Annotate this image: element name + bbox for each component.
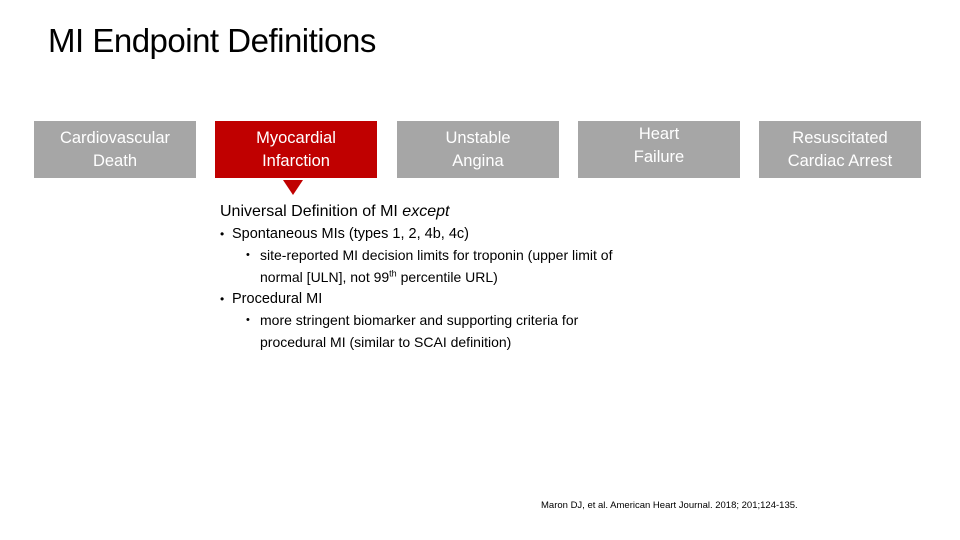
- definition-content: [220, 201, 640, 353]
- citation: Maron DJ, et al. American Heart Journal. 2018; 201;124-135.: [541, 500, 798, 511]
- definition-heading: [220, 201, 640, 223]
- box-label-line2: Cardiac Arrest: [787, 151, 893, 170]
- bullet-procedural-mi: Procedural MI: [232, 291, 323, 307]
- slide-title: MI Endpoint Definitions: [48, 22, 376, 59]
- sub-bullet-emphasis: stringent: [295, 312, 350, 328]
- box-label-line2: Death: [92, 151, 137, 170]
- sub-bullet-text: more: [260, 312, 296, 328]
- box-resuscitated-cardiac-arrest: [759, 121, 921, 178]
- list-item: [220, 289, 640, 353]
- box-heart-failure: [578, 121, 740, 178]
- box-myocardial-infarction: [215, 121, 377, 178]
- selection-pointer-triangle: [283, 180, 303, 195]
- box-label-line1: Heart: [638, 125, 680, 143]
- bullet-spontaneous-mi: Spontaneous MIs (types 1, 2, 4b, 4c): [232, 226, 469, 242]
- definition-list: [220, 224, 640, 353]
- heading-main: Universal Definition of MI: [220, 203, 403, 220]
- sub-bullet-text-end: percentile URL): [396, 268, 498, 285]
- box-label-line1: Cardiovascular: [59, 128, 171, 147]
- box-label-line2: Infarction: [262, 151, 330, 170]
- list-item: [232, 245, 640, 288]
- list-item: [220, 224, 640, 288]
- box-label-line2: Angina: [452, 151, 504, 170]
- sub-bullet-text: site-reported MI decision limits for troponin (upper limit of normal [ULN], not 99: [260, 247, 613, 285]
- heading-emphasis: except: [402, 203, 450, 220]
- superscript-th: th: [389, 267, 397, 278]
- list-item: [232, 310, 640, 353]
- sub-bullet-text-end: biomarker and supporting criteria for procedural MI (similar to SCAI definition): [260, 312, 579, 350]
- box-label-line1: Unstable: [445, 128, 511, 147]
- box-label-line2: Failure: [633, 148, 685, 166]
- box-unstable-angina: [397, 121, 559, 178]
- box-label-line1: Resuscitated: [792, 128, 888, 147]
- box-cardiovascular-death: [34, 121, 196, 178]
- box-label-line1: Myocardial: [256, 128, 336, 147]
